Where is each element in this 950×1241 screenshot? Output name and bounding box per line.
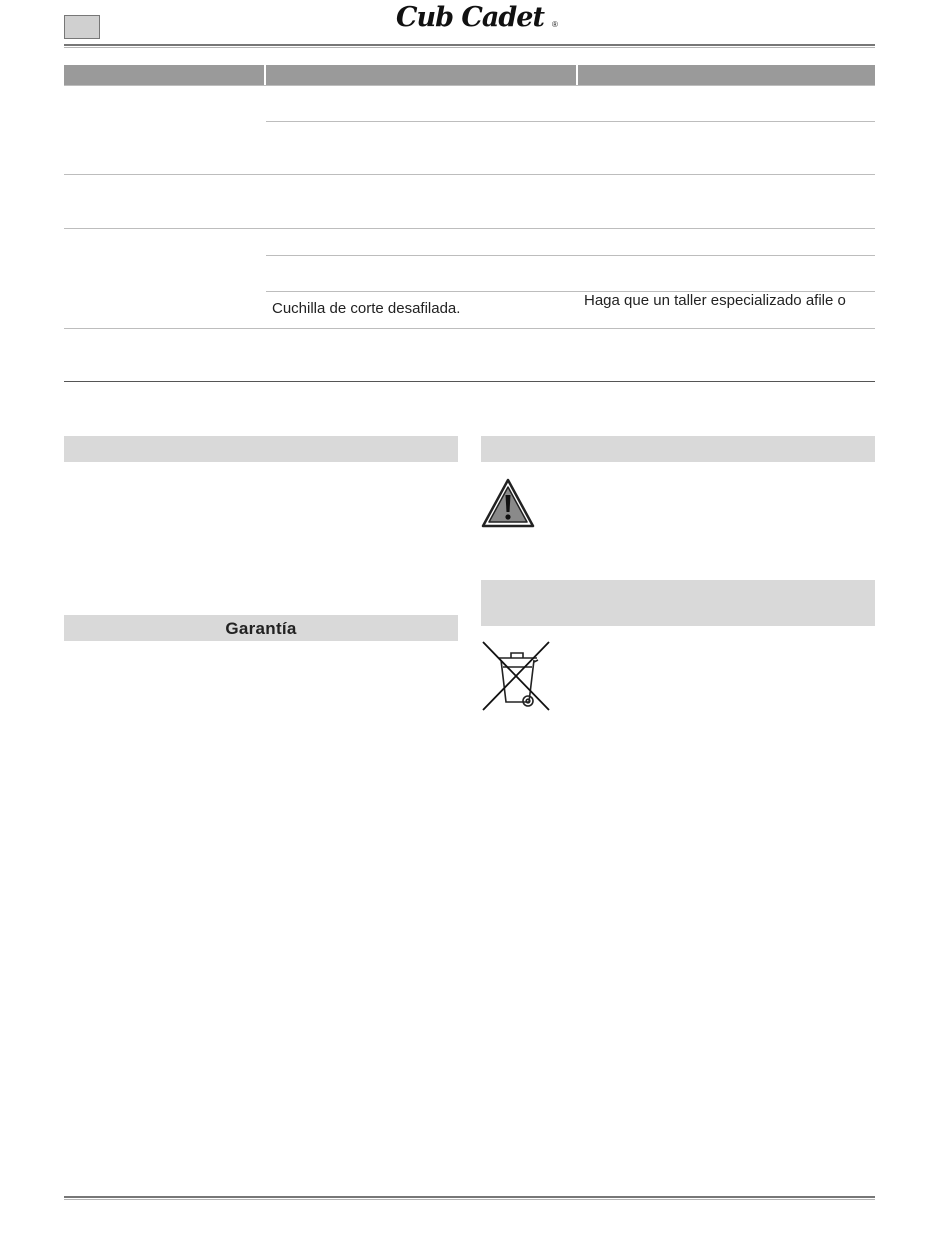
footer-rule (64, 1196, 875, 1198)
warranty-section-bar (64, 615, 458, 641)
section-bar-right-top (481, 436, 875, 462)
row-divider (266, 121, 875, 122)
table-cell-cause: Cuchilla de corte desafilada. (272, 300, 461, 317)
crossed-out-bin-icon (481, 640, 551, 712)
section-bar-right-bottom (481, 580, 875, 626)
table-header-remedy (578, 65, 875, 85)
cub-cadet-logo (380, 2, 560, 34)
warning-triangle-icon (481, 478, 535, 528)
section-bar-left-top (64, 436, 458, 462)
table-cell-remedy: Haga que un taller especializado afile o (584, 292, 846, 309)
row-divider (64, 328, 875, 329)
row-divider (266, 255, 875, 256)
table-bottom-rule (64, 381, 875, 382)
brand-name: Cub Cadet (396, 2, 544, 33)
footer-rule-secondary (64, 1199, 875, 1200)
page-number-tab (64, 15, 100, 39)
table-header-problem (64, 65, 264, 85)
header-rule-secondary (64, 47, 875, 48)
row-divider (64, 228, 875, 229)
header-rule (64, 44, 875, 46)
registered-mark: ® (552, 20, 558, 29)
table-header-cause (266, 65, 576, 85)
row-divider (64, 85, 875, 86)
row-divider (64, 174, 875, 175)
warranty-title: Garantía (225, 619, 297, 638)
